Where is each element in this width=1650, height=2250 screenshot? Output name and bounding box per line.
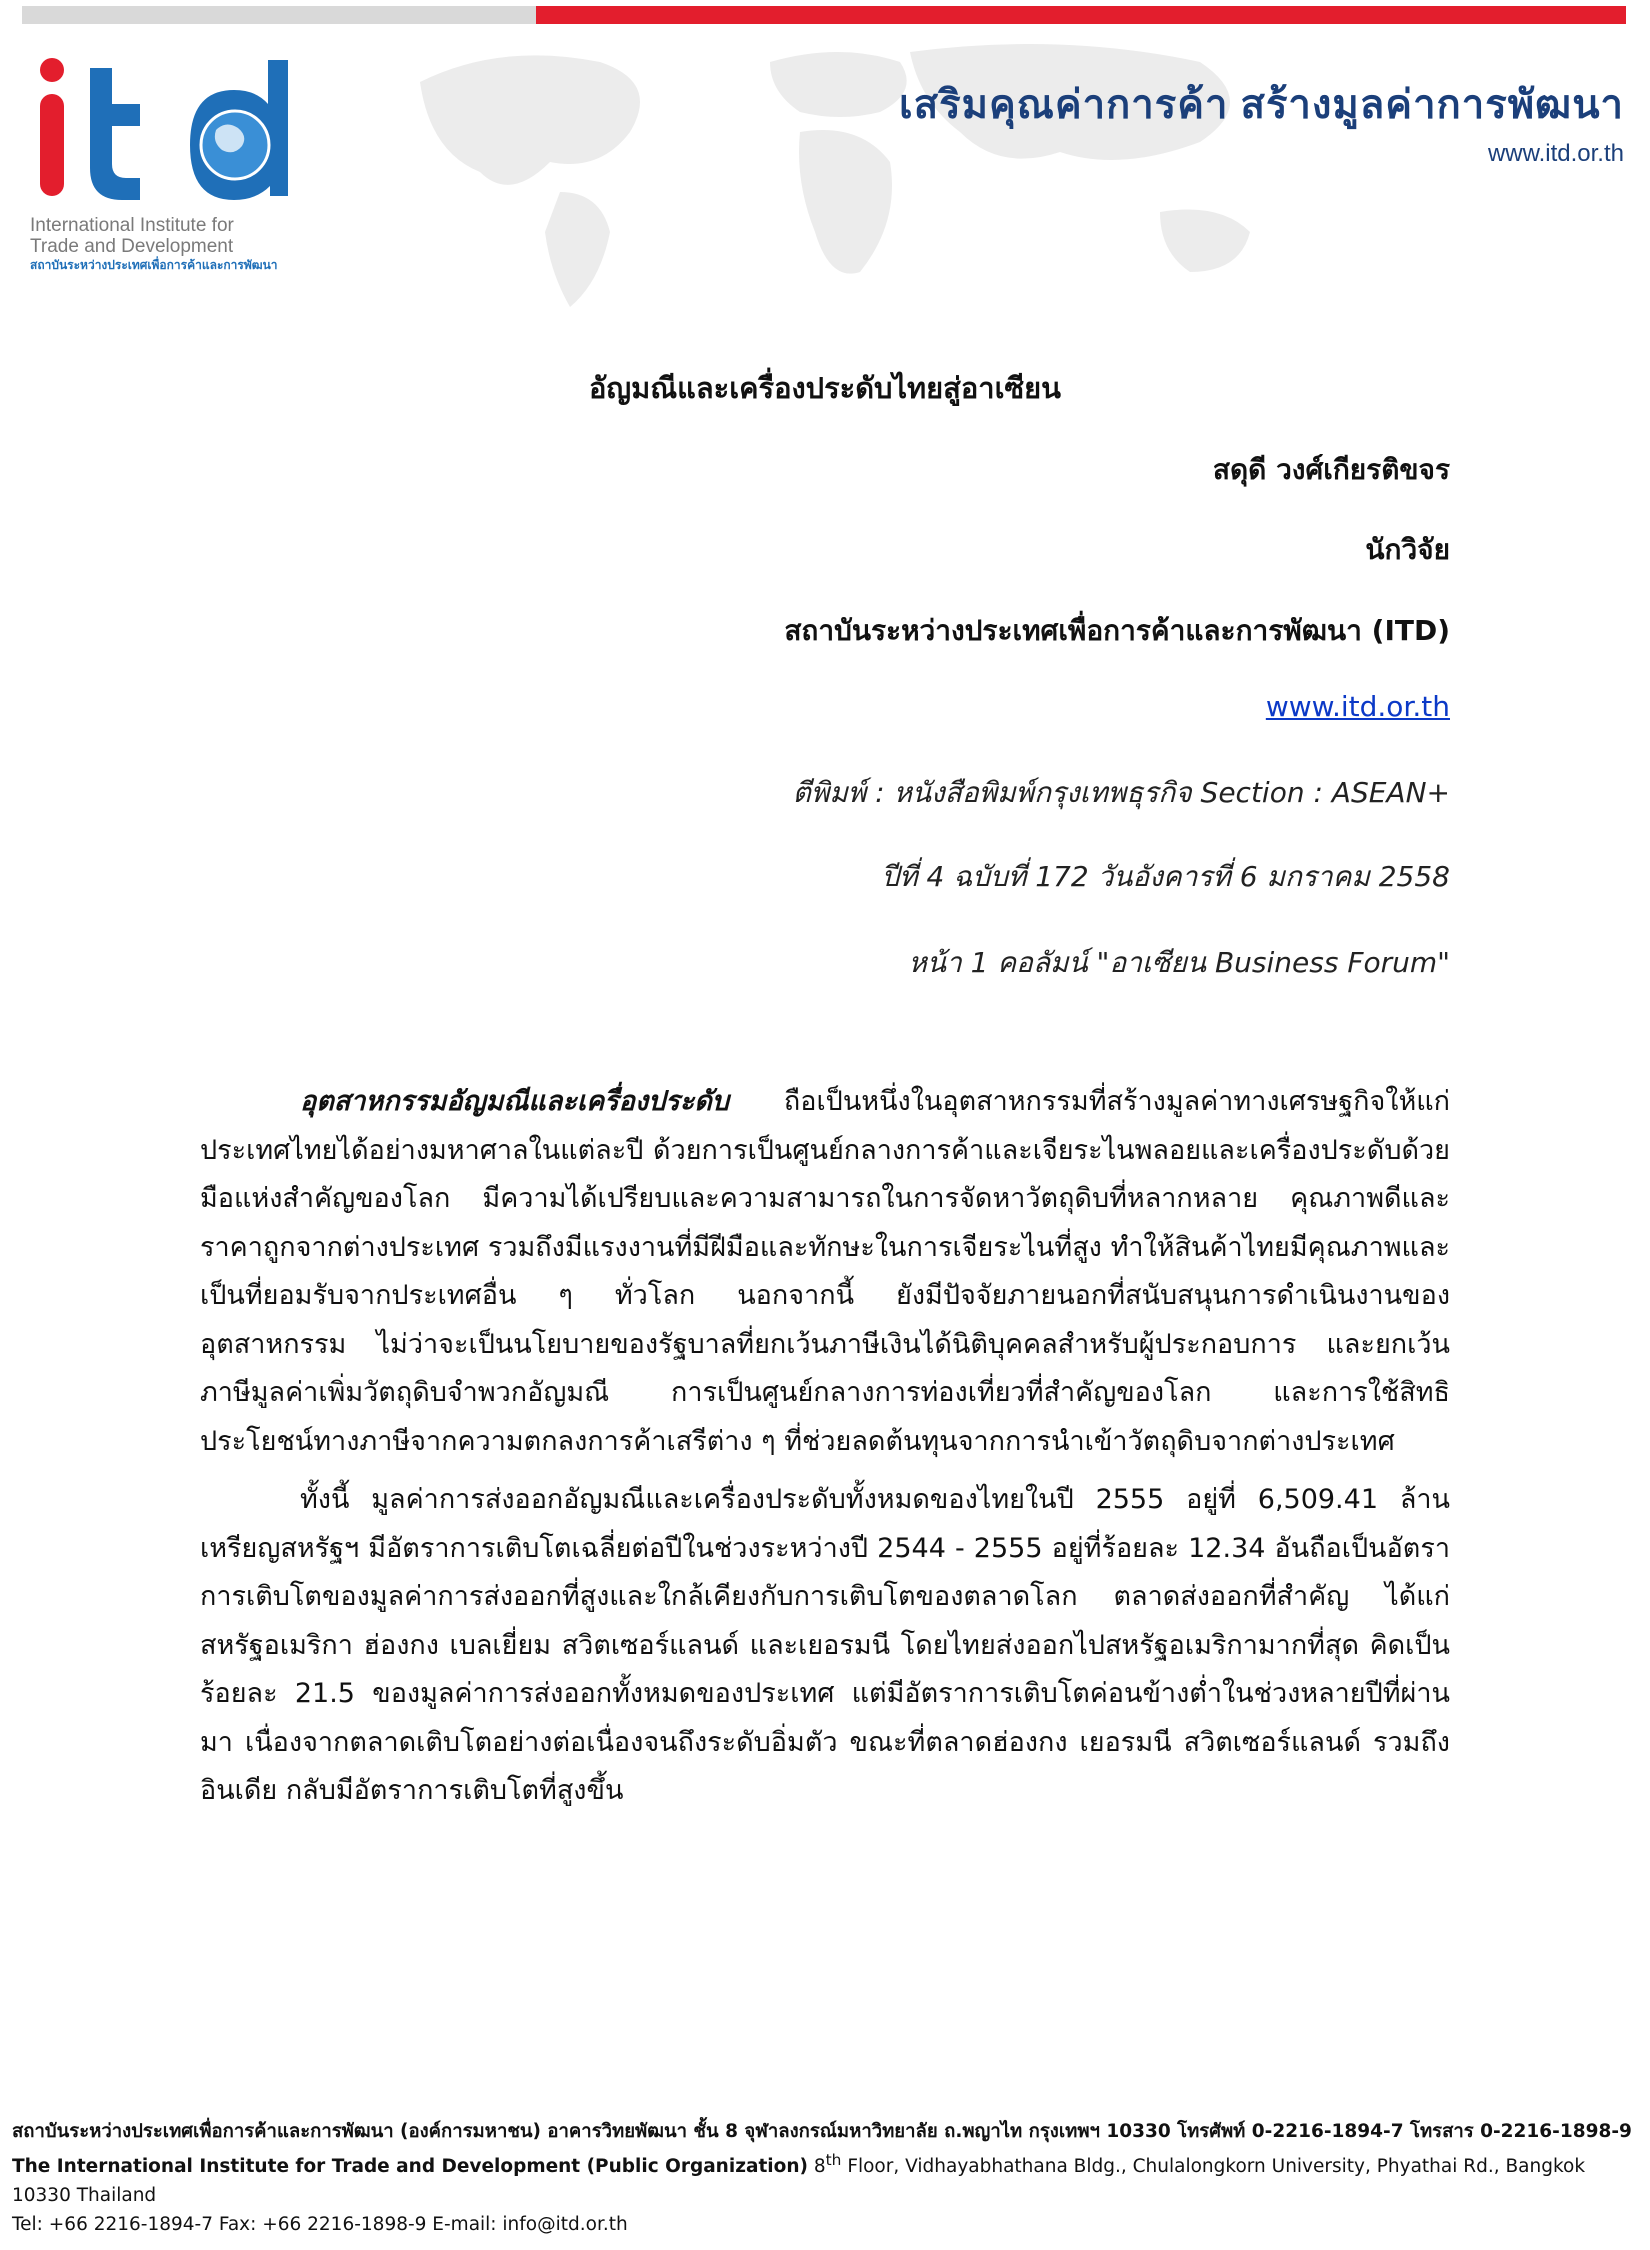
paragraph-2: ทั้งนี้ มูลค่าการส่งออกอัญมณีและเครื่องประดับทั้งหมดของไทยในปี 2555 อยู่ที่ 6,509.41 ล้านเหรียญสหรัฐฯ มีอัตราการเติบโตเฉลี่ยต่อปีในช่วงระหว่างปี 2544 - 2555 อยู่ที่ร้อยละ 12.34 อันถือเป็นอัตราการเติบโตของมูลค่าการส่งออกที่สูงและใกล้เคียงกับการเติบโตของตลาดโลก ตลาดส่งออกที่สำคัญ ได้แก่ สหรัฐอเมริกา ฮ่องกง เบลเยี่ยม สวิตเซอร์แลนด์ และเยอรมนี โดยไทยส่งออกไปสหรัฐอเมริกามากที่สุด คิดเป็นร้อยละ 21.5 ของมูลค่าการส่งออกทั้งหมดของประเทศ แต่มีอัตราการเติบโตค่อนข้างต่ำในช่วงหลายปีที่ผ่านมา เนื่องจากตลาดเติบโตอย่างต่อเนื่องจนถึงระดับอิ่มตัว ขณะที่ตลาดฮ่องกง เยอรมนี สวิตเซอร์แลนด์ รวมถึงอินเดีย กลับมีอัตราการเติบโตที่สูงขึ้น (200, 1484, 1450, 1806)
logo-org-thai: สถาบันระหว่างประเทศเพื่อการค้าและการพัฒนา (30, 258, 278, 272)
header-website: www.itd.or.th (1487, 140, 1624, 167)
footer-floor-suffix: th (825, 2151, 842, 2169)
footer-address-th: สถาบันระหว่างประเทศเพื่อการค้าและการพัฒนา (องค์การมหาชน) อาคารวิทยพัฒนา ชั้น 8 จุฬาลงกรณ์มหาวิทยาลัย ถ.พญาไท กรุงเทพฯ 10330 โทรศัพท์ 0-2216-1894-7 โทรสาร 0-2216-1898-9 (12, 2121, 1632, 2142)
slogan-text: เสริมคุณค่าการค้า สร้างมูลค่าการพัฒนา (899, 83, 1624, 127)
logo-subtitle (30, 215, 278, 273)
article-title: อัญมณีและเครื่องประดับไทยสู่อาเซียน (589, 371, 1061, 405)
article-body (200, 1078, 1450, 1826)
publication-line-3: หน้า 1 คอลัมน์ "อาเซียน Business Forum" (908, 946, 1450, 979)
footer-floor: 8 (807, 2156, 826, 2178)
footer-contact: Tel: +66 2216-1894-7 Fax: +66 2216-1898-9 E-mail: info@itd.or.th (12, 2214, 628, 2236)
logo-org-line1: International Institute for (30, 215, 234, 236)
author-position: นักวิจัย (1365, 533, 1450, 566)
paragraph-1-text: ถือเป็นหนึ่งในอุตสาหกรรมที่สร้างมูลค่าทางเศรษฐกิจให้แก่ประเทศไทยได้อย่างมหาศาลในแต่ละปี ด้วยการเป็นศูนย์กลางการค้าและเจียระไนพลอยและเครื่องประดับด้วยมือแห่งสำคัญของโลก มีความได้เปรียบและความสามารถในการจัดหาวัตถุดิบที่หลากหลาย คุณภาพดีและราคาถูกจากต่างประเทศ รวมถึงมีแรงงานที่มีฝีมือและทักษะในการเจียระไนที่สูง ทำให้สินค้าไทยมีคุณภาพและเป็นที่ยอมรับจากประเทศอื่น ๆ ทั่วโลก นอกจากนี้ ยังมีปัจจัยภายนอกที่สนับสนุนการดำเนินงานของอุตสาหกรรม ไม่ว่าจะเป็นนโยบายของรัฐบาลที่ยกเว้นภาษีเงินได้นิติบุคคลสำหรับผู้ประกอบการ และยกเว้นภาษีมูลค่าเพิ่มวัตถุดิบจำพวกอัญมณี การเป็นศูนย์กลางการท่องเที่ยวที่สำคัญของโลก และการใช้สิทธิประโยชน์ทางภาษีจากความตกลงการค้าเสรีต่าง ๆ ที่ช่วยลดต้นทุนจากการนำเข้าวัตถุดิบจากต่างประเทศ (200, 1086, 1450, 1457)
footer-org-en: The International Institute for Trade and Development (Public Organization) (12, 2156, 808, 2178)
author-organization: สถาบันระหว่างประเทศเพื่อการค้าและการพัฒนา (ITD) (784, 614, 1450, 647)
footer-address-en (12, 2146, 1642, 2210)
publication-line-1: ตีพิมพ์ : หนังสือพิมพ์กรุงเทพธุรกิจ Section : ASEAN+ (792, 776, 1450, 809)
logo-org-line2: Trade and Development (30, 236, 234, 257)
page-footer (12, 2117, 1642, 2239)
publication-line-2: ปีที่ 4 ฉบับที่ 172 วันอังคารที่ 6 มกราคม 2558 (881, 860, 1450, 893)
org-link[interactable]: www.itd.or.th (1265, 690, 1450, 723)
header-slogan (899, 72, 1624, 168)
author-name: สดุดี วงศ์เกียรติขจร (1212, 453, 1450, 486)
footer-address-rest: Floor, Vidhayabhathana Bldg., Chulalongkorn University, Phyathai Rd., Bangkok 10330 Thailand (12, 2156, 1586, 2207)
org-link-wrapper (1266, 690, 1450, 723)
paragraph-1-lead: อุตสาหกรรมอัญมณีและเครื่องประดับ (300, 1086, 729, 1117)
paragraph-1 (200, 1078, 1450, 1466)
